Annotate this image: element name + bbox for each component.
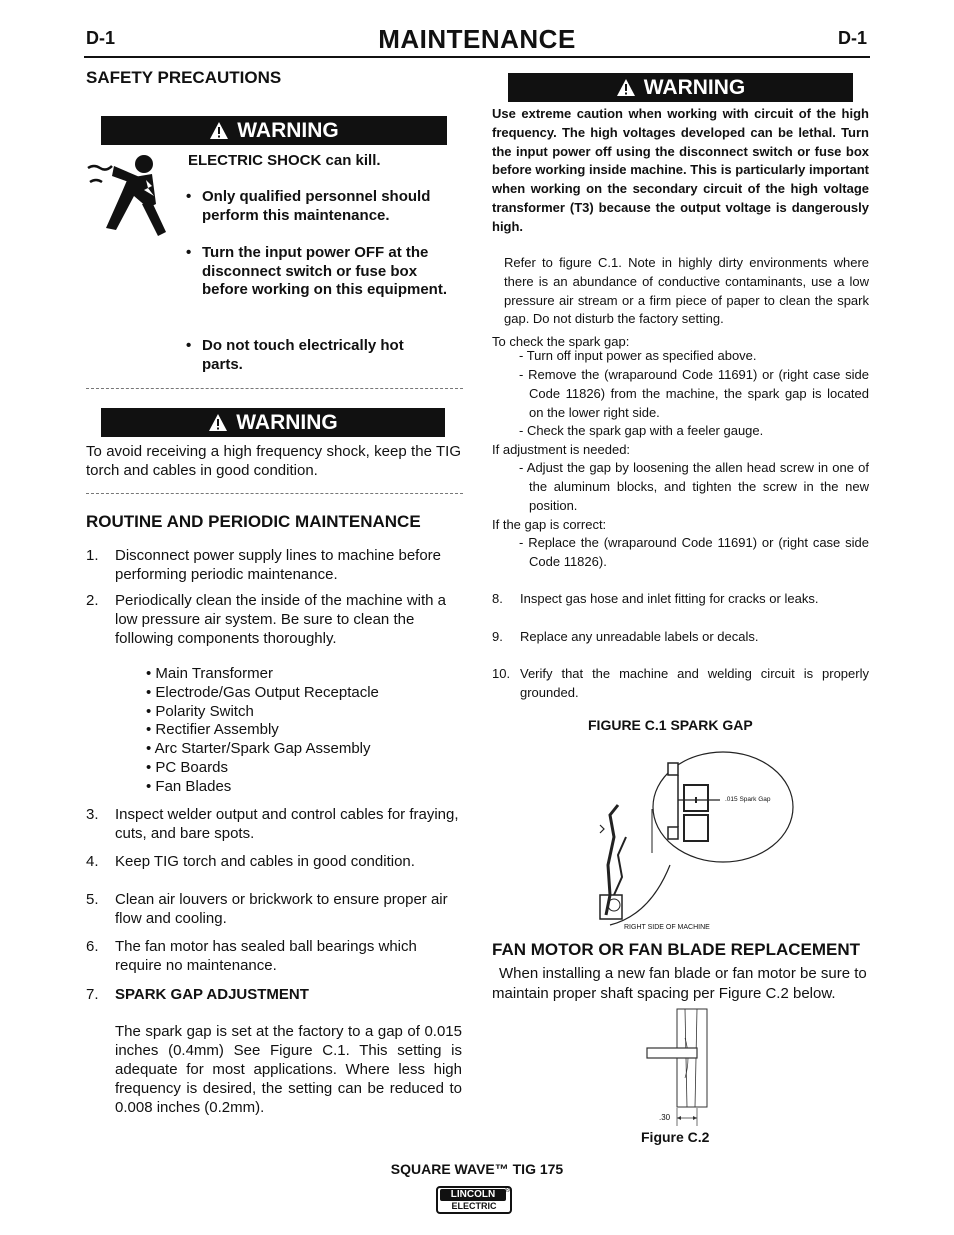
step-number: 7. (86, 986, 99, 1003)
component-item: • Fan Blades (146, 777, 232, 795)
component-item: • Arc Starter/Spark Gap Assembly (146, 740, 371, 758)
shaft-spacing-dimension: .30 (659, 1113, 671, 1122)
product-name: SQUARE WAVE™ TIG 175 (390, 1161, 564, 1177)
step-number: 6. (86, 938, 99, 955)
step-number: 8. (492, 591, 503, 606)
check-item: - Remove the (wraparound Code 11691) or (right case side Code 11826) from the machine, the spark gap is located on the lower right side. (519, 367, 869, 420)
spark-gap-figure (570, 745, 800, 930)
page-code-left: D-1 (86, 28, 116, 48)
safety-bullet (188, 188, 458, 228)
step-text: Inspect gas hose and inlet fitting for cracks or leaks. (520, 591, 819, 606)
warning-label: WARNING (643, 75, 746, 99)
step-number: 10. (492, 666, 511, 681)
step-number: 4. (86, 853, 99, 870)
step-number: 9. (492, 629, 503, 644)
correct-item: - Replace the (wraparound Code 11691) or (right case side Code 11826). (519, 535, 869, 569)
bullet-dot: • (186, 188, 192, 205)
logo-bottom-text: ELECTRIC (451, 1201, 497, 1211)
check-title: To check the spark gap: (492, 334, 630, 349)
component-item: • PC Boards (146, 758, 228, 776)
lincoln-electric-logo (436, 1186, 512, 1214)
spark-gap-text: The spark gap is set at the factory to a gap of 0.015 inches (0.4mm) See Figure C.1. This setting is adequate for most applications. Where less high frequency is desired, the setting can be reduced to 0.008 inches (0.2mm). (115, 1023, 462, 1116)
bullet-text: Do not touch electrically hot parts. (202, 337, 404, 373)
hf-caution-text: Use extreme caution when working with circuit of the high frequency. The high voltages developed can be lethal. Turn the input power off using the disconnect switch or fuse box before working inside machine. This is particularly important when working on the secondary circuit of the high voltage transformer (T3) because the output voltage is dangerously high. (492, 106, 869, 234)
warning-banner-3 (508, 73, 853, 102)
check-item: - Turn off input power as specified above. (519, 348, 757, 363)
warning-label: WARNING (236, 410, 338, 434)
page-title: MAINTENANCE (378, 24, 576, 54)
logo-registered-mark: ® (504, 1187, 510, 1194)
check-item: - Check the spark gap with a feeler gauge. (519, 423, 764, 438)
step-text: SPARK GAP ADJUSTMENT (115, 986, 309, 1003)
step-text: Clean air louvers or brickwork to ensure proper air flow and cooling. (115, 891, 448, 927)
step-text: Keep TIG torch and cables in good condition. (115, 853, 415, 870)
electric-shock-icon (86, 152, 178, 238)
bullet-text: Only qualified personnel should perform this maintenance. (202, 188, 431, 224)
shock-heading: ELECTRIC SHOCK can kill. (188, 152, 381, 169)
refer-text: Refer to figure C.1. Note in highly dirty environments where there is an abundance of conductive contaminants, use a low pressure air stream or a firm piece of paper to clean the spark gap. Do not disturb the factory setting. (504, 255, 869, 327)
logo-top-text: LINCOLN (450, 1189, 496, 1200)
shaft-spacing-figure (645, 1008, 715, 1126)
correct-title: If the gap is correct: (492, 517, 607, 532)
safety-bullet (188, 337, 458, 377)
step-number: 3. (86, 806, 99, 823)
page-code-right: D-1 (838, 28, 868, 48)
header-rule (84, 56, 870, 58)
step-item (492, 665, 869, 703)
warning-banner-1 (101, 116, 447, 145)
figure-c2-caption: Figure C.2 (641, 1129, 710, 1145)
figure-c1-caption: FIGURE C.1 SPARK GAP (588, 717, 753, 733)
step-number: 2. (86, 592, 99, 609)
bullet-text: Turn the input power OFF at the disconnect switch or fuse box before working on this equipment. (202, 244, 448, 298)
component-item: • Main Transformer (146, 665, 273, 682)
component-list (146, 665, 379, 797)
safety-bullet (188, 244, 458, 320)
safety-precautions-title: SAFETY PRECAUTIONS (86, 68, 282, 87)
fan-replacement-text: When installing a new fan blade or fan motor be sure to maintain proper shaft spacing per Figure C.2 below. (492, 965, 867, 1002)
step-text: Periodically clean the inside of the machine with a low pressure air system. Be sure to clean the following components thoroughly. (115, 592, 447, 647)
component-item: • Rectifier Assembly (146, 721, 279, 739)
step-text: Verify that the machine and welding circuit is properly grounded. (520, 666, 869, 700)
spark-gap-label: .015 Spark Gap (725, 796, 771, 803)
adjust-title: If adjustment is needed: (492, 442, 631, 457)
warning-triangle-icon (208, 413, 228, 432)
divider (86, 493, 463, 494)
step-text: Inspect welder output and control cables for fraying, cuts, and bare spots. (115, 806, 459, 842)
step-text: Disconnect power supply lines to machine before performing periodic maintenance. (115, 547, 442, 583)
adjust-item: - Adjust the gap by loosening the allen head screw in one of the aluminum blocks, and tighten the screw in the new position. (519, 460, 869, 513)
warning-triangle-icon (209, 121, 229, 140)
warning-triangle-icon (616, 78, 636, 97)
bullet-dot: • (186, 244, 192, 261)
step-number: 5. (86, 891, 99, 908)
divider (86, 388, 463, 389)
logo-top (440, 1189, 506, 1201)
step-text: The fan motor has sealed ball bearings which require no maintenance. (115, 938, 417, 974)
step-text: Replace any unreadable labels or decals. (520, 629, 759, 644)
step-number: 1. (86, 547, 99, 564)
warning-banner-2 (101, 408, 445, 437)
routine-maintenance-title: ROUTINE AND PERIODIC MAINTENANCE (86, 512, 421, 531)
warning-label: WARNING (237, 118, 339, 142)
component-item: • Electrode/Gas Output Receptacle (146, 683, 379, 701)
component-item: • Polarity Switch (146, 702, 254, 720)
hf-shock-warning-text: To avoid receiving a high frequency shock, keep the TIG torch and cables in good condition. (86, 443, 461, 479)
bullet-dot: • (186, 337, 192, 354)
fan-replacement-title: FAN MOTOR OR FAN BLADE REPLACEMENT (492, 940, 861, 959)
right-side-label: RIGHT SIDE OF MACHINE (624, 924, 710, 931)
